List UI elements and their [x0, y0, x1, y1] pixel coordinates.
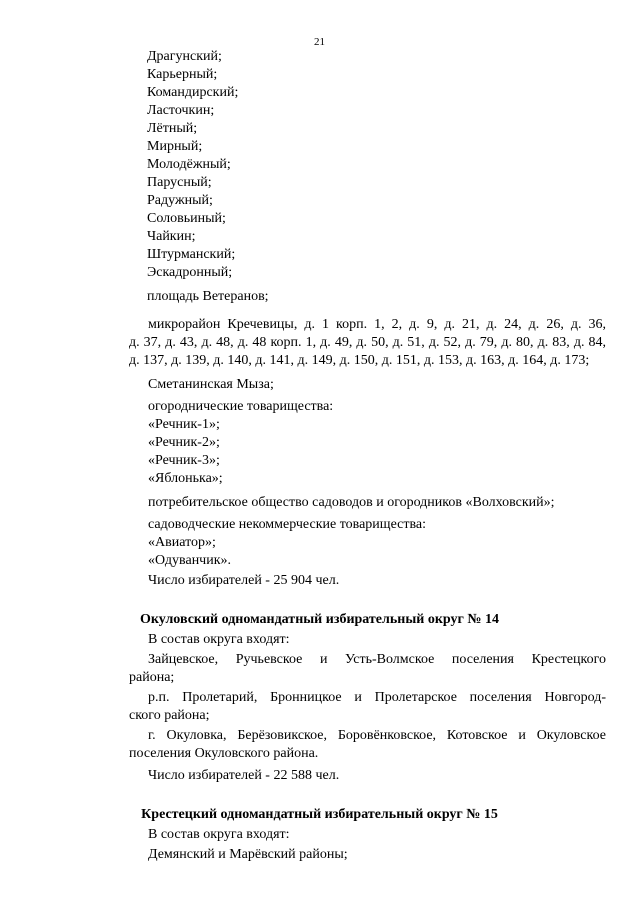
- district-14-heading: Окуловский одномандатный избирательный округ № 14: [140, 612, 499, 627]
- district-14-para-1-cont: [129, 669, 606, 687]
- para-3-line-2: поселения Окуловского района.: [129, 746, 319, 761]
- street-item: Эскадронный;: [147, 265, 233, 280]
- street-item: Соловьиный;: [147, 211, 226, 226]
- smetaninskaya-block: [148, 376, 606, 394]
- composition-label: В состав округа входят:: [148, 827, 290, 842]
- district-14-para-2: [148, 689, 606, 707]
- street-item: Карьерный;: [147, 67, 218, 82]
- district-14-para-2-cont: [129, 707, 606, 725]
- microdistrict-line-1: микрорайон Кречевицы, д. 1 корп. 1, 2, д. 9, д. 21, д. 24, д. 26, д. 36,: [148, 317, 606, 332]
- voters-count: Число избирателей - 25 904 чел.: [148, 573, 340, 588]
- street-item: Ласточкин;: [147, 103, 215, 118]
- district-15-para-1: [148, 846, 606, 864]
- district-14-composition: [148, 631, 606, 649]
- garden-partnership-item: «Яблонька»;: [148, 471, 223, 486]
- street-item: Драгунский;: [147, 49, 222, 64]
- consumer-society: потребительское общество садоводов и огородников «Волховский»;: [148, 495, 555, 510]
- street-item: Командирский;: [147, 85, 239, 100]
- garden-partnership-item: «Речник-3»;: [148, 453, 220, 468]
- district-14-voters: [148, 767, 606, 785]
- street-item: Штурманский;: [147, 247, 236, 262]
- square-name: площадь Ветеранов;: [147, 289, 269, 304]
- para-2-line-1: р.п. Пролетарий, Бронницкое и Пролетарское поселения Новгород-: [148, 690, 606, 705]
- garden-partnership-item: «Речник-2»;: [148, 435, 220, 450]
- microdistrict-continuation: [129, 334, 606, 370]
- district-14-para-3: [148, 727, 606, 745]
- smetaninskaya-name: Сметанинская Мыза;: [148, 377, 274, 392]
- nonprofit-partnerships-title: садоводческие некоммерческие товарищества:: [148, 517, 426, 532]
- street-item: Парусный;: [147, 175, 212, 190]
- nonprofit-partnerships: [148, 516, 606, 570]
- district-15-composition: [148, 826, 606, 844]
- garden-partnerships-title: огороднические товарищества:: [148, 399, 334, 414]
- composition-label: В состав округа входят:: [148, 632, 290, 647]
- street-list: [147, 48, 607, 306]
- voters-count-13: [148, 572, 606, 590]
- nonprofit-partnership-item: «Авиатор»;: [148, 535, 216, 550]
- street-item: Мирный;: [147, 139, 203, 154]
- garden-partnership-item: «Речник-1»;: [148, 417, 220, 432]
- para-1: Демянский и Марёвский районы;: [148, 847, 348, 862]
- para-1-line-2: района;: [129, 670, 175, 685]
- consumer-society-block: [148, 494, 606, 512]
- district-14-para-1: [148, 651, 606, 669]
- garden-partnerships: [148, 398, 606, 488]
- street-item: Чайкин;: [147, 229, 196, 244]
- street-item: Радужный;: [147, 193, 213, 208]
- nonprofit-partnership-item: «Одуванчик».: [148, 553, 232, 568]
- voters-count: Число избирателей - 22 588 чел.: [148, 768, 340, 783]
- microdistrict-line-3: д. 137, д. 139, д. 140, д. 141, д. 149, д. 150, д. 151, д. 153, д. 163, д. 164, д. 173;: [129, 353, 590, 368]
- district-14-para-3-cont: [129, 745, 606, 763]
- page-number: 21: [314, 36, 325, 48]
- district-15-heading: Крестецкий одномандатный избирательный округ № 15: [141, 807, 498, 822]
- street-item: Лётный;: [147, 121, 198, 136]
- microdistrict-line-2: д. 37, д. 43, д. 48, д. 48 корп. 1, д. 49, д. 50, д. 51, д. 52, д. 79, д. 80, д. 83, д. 84,: [129, 335, 606, 350]
- para-1-line-1: Зайцевское, Ручьевское и Усть-Волмское поселения Крестецкого: [148, 652, 606, 667]
- para-3-line-1: г. Окуловка, Берёзовикское, Боровёнковское, Котовское и Окуловское: [148, 728, 606, 743]
- para-2-line-2: ского района;: [129, 708, 210, 723]
- street-item: Молодёжный;: [147, 157, 231, 172]
- microdistrict-text: [148, 316, 606, 334]
